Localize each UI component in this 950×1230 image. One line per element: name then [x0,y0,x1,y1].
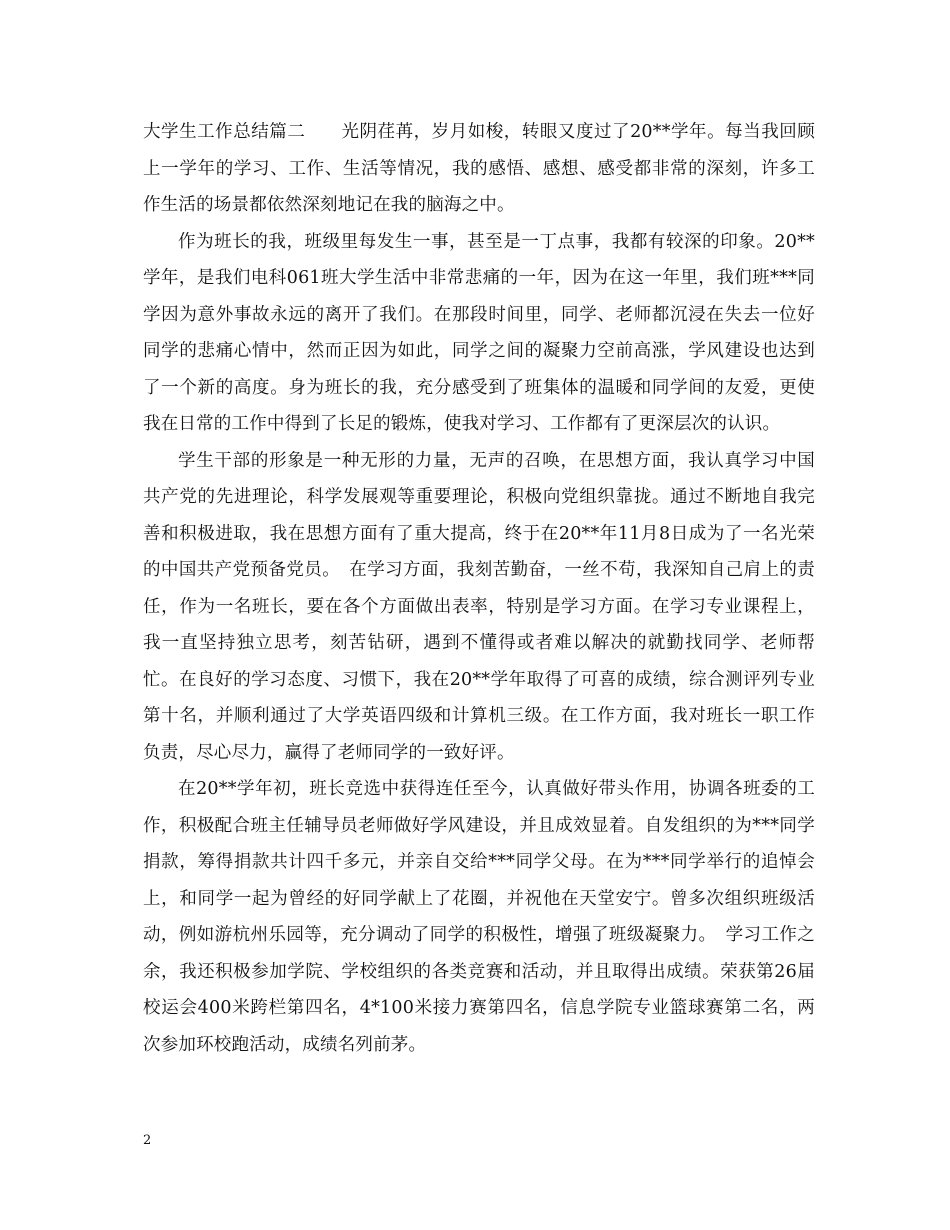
paragraph-work-activities: 在20**学年初，班长竞选中获得连任至今，认真做好带头作用，协调各班委的工作，积极配合班主任辅导员老师做好学风建设，并且成效显着。自发组织的为***同学捐款，筹得捐款共计四千多元，并亲自交给***同学父母。在为***同学举行的追悼会上，和同学一起为曾经的好同学献上了花圈，并祝他在天堂安宁。曾多次组织班级活动，例如游杭州乐园等，充分调动了同学的积极性，增强了班级凝聚力。 学习工作之余，我还积极参加学院、学校组织的各类竞赛和活动，并且取得出成绩。荣获第26届校运会400米跨栏第四名，4*100米接力赛第四名，信息学院专业篮球赛第二名，两次参加环校跑活动，成绩名列前茅。 [143,779,815,1055]
paragraph-ideology-study: 学生干部的形象是一种无形的力量，无声的召唤，在思想方面，我认真学习中国共产党的先进理论，科学发展观等重要理论，积极向党组织靠拢。通过不断地自我完善和积极进取，我在思想方面有了重大提高，终于在20**年11月8日成为了一名光荣的中国共产党预备党员。 在学习方面，我刻苦勤奋，一丝不苟，我深知自己肩上的责任，作为一名班长，要在各个方面做出表率，特别是学习方面。在学习专业课程上，我一直坚持独立思考，刻苦钻研，遇到不懂得或者难以解决的就勤找同学、老师帮忙。在良好的学习态度、习惯下，我在20**学年取得了可喜的成绩，综合测评列专业第十名，并顺利通过了大学英语四级和计算机三级。在工作方面，我对班长一职工作负责，尽心尽力，赢得了老师同学的一致好评。 [143,450,815,763]
page-number: 2 [143,1133,152,1148]
document-body [143,114,815,1063]
paragraph-intro: 大学生工作总结篇二 光阴荏苒，岁月如梭，转眼又度过了20**学年。每当我回顾上一学年的学习、工作、生活等情况，我的感悟、感想、感受都非常的深刻，许多工作生活的场景都依然深刻地记在我的脑海之中。 [143,122,815,215]
paragraph-class-monitor: 作为班长的我，班级里每发生一事，甚至是一丁点事，我都有较深的印象。20**学年，是我们电科061班大学生活中非常悲痛的一年，因为在这一年里，我们班***同学因为意外事故永远的离开了我们。在那段时间里，同学、老师都沉浸在失去一位好同学的悲痛心情中，然而正因为如此，同学之间的凝聚力空前高涨，学风建设也达到了一个新的高度。身为班长的我，充分感受到了班集体的温暖和同学间的友爱，更使我在日常的工作中得到了长足的锻炼，使我对学习、工作都有了更深层次的认识。 [143,231,815,434]
